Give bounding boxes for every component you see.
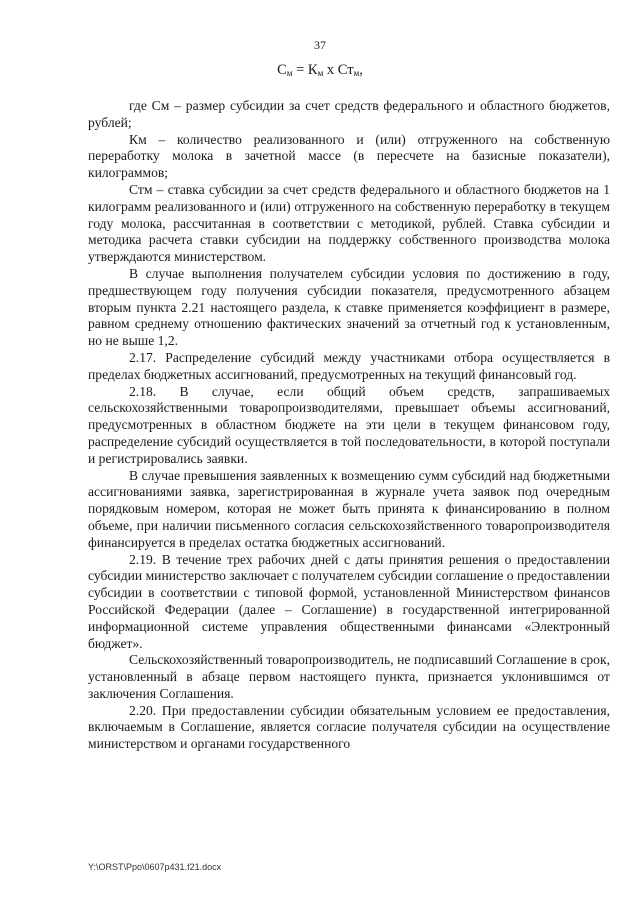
formula-k-sub: м — [317, 68, 324, 78]
paragraph: 2.20. При предоставлении субсидии обязательным условием ее предоставления, включаемым в Соглашение, является согласие получателя субсидии на осуществление министерством и органами государственного — [88, 702, 610, 752]
paragraph: 2.17. Распределение субсидий между участниками отбора осуществляется в пределах бюджетных ассигнований, предусмотренных на текущий финансовый год. — [88, 349, 610, 382]
formula-lhs-sub: м — [286, 68, 293, 78]
paragraph: Стм – ставка субсидии за счет средств федерального и областного бюджетов на 1 килограмм реализованного и (или) отгруженного на собственную переработку в текущем году молока, рассчитанная в соответствии с методикой, рублей. Ставка субсидии и методика расчета ставки субсидии на поддержку собственного производства молока утверждаются министерством. — [88, 181, 610, 265]
paragraph: В случае превышения заявленных к возмещению сумм субсидий над бюджетными ассигнованиями заявка, зарегистрированная в журнале учета заявок под очередным порядковым номером, которая не может быть принята к финансированию в полном объеме, при наличии письменного согласия сельскохозяйственного товаропроизводителя финансируется в пределах остатка бюджетных ассигнований. — [88, 467, 610, 550]
paragraph: 2.19. В течение трех рабочих дней с даты принятия решения о предоставлении субсидии министерство заключает с получателем субсидии соглашение о предоставлении субсидии в соответствии с типовой формой, установленной Министерством финансов Российской Федерации (далее – Соглашение) в государственной интегрированной информационной системе управления общественными финансами «Электронный бюджет». — [88, 551, 610, 651]
body-text — [88, 98, 610, 753]
paragraph: где См – размер субсидии за счет средств федерального и областного бюджетов, рублей; — [88, 98, 610, 130]
paragraph: Км – количество реализованного и (или) отгруженного на собственную переработку молока в зачетной массе (в пересчете на базисные показатели), килограммов; — [88, 131, 610, 181]
paragraph: 2.18. В случае, если общий объем средств, запрашиваемых сельскохозяйственными товаропроизводителями, превышает объемы ассигнований, предусмотренных в областном бюджете на эти цели в текущем финансовом году, распределение субсидий осуществляется в той последовательности, в которой поступали и регистрировались заявки. — [88, 383, 610, 466]
footer-file-path: Y:\ORST\Ppo\0607p431.f21.docx — [88, 862, 222, 872]
formula-mid: х Ст — [323, 62, 354, 78]
formula-eq: = К — [292, 62, 318, 78]
formula-tail: , — [359, 62, 363, 78]
formula-lhs: С — [277, 62, 287, 78]
formula — [0, 62, 640, 79]
paragraph: Сельскохозяйственный товаропроизводитель, не подписавший Соглашение в срок, установленный в абзаце первом настоящего пункта, признается уклонившимся от заключения Соглашения. — [88, 652, 610, 701]
page-number: 37 — [314, 38, 326, 52]
paragraph: В случае выполнения получателем субсидии условия по достижению в году, предшествующем году получения субсидии показателя, предусмотренного абзацем вторым пункта 2.21 настоящего раздела, к ставке применяется коэффициент в размере, равном среднему отношению фактических значений за отчетный год к установленным, но не выше 1,2. — [88, 265, 610, 349]
formula-st-sub: м — [353, 68, 360, 78]
